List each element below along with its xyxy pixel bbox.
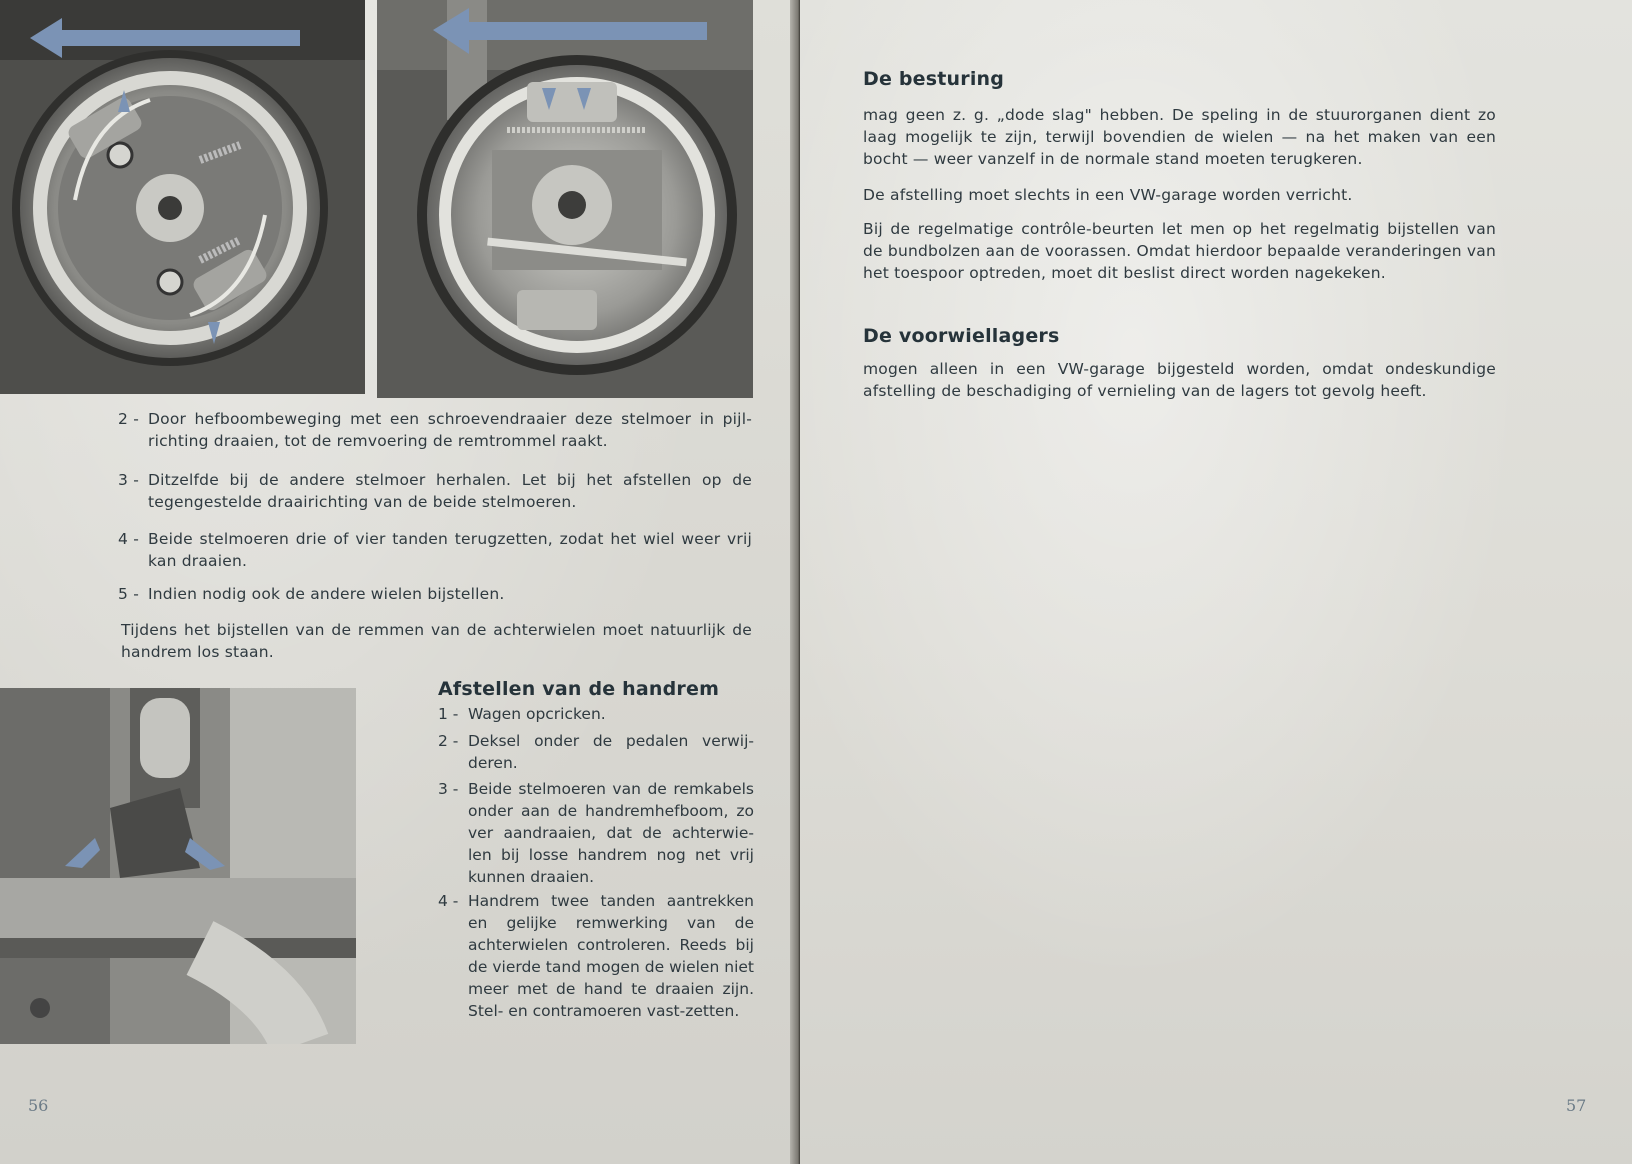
list-item (118, 408, 752, 452)
step-text: Wagen opcricken. (468, 705, 606, 723)
handbrake-photo (0, 688, 356, 1044)
list-item (118, 583, 752, 605)
step-number: 4 - (118, 530, 139, 548)
page-number: 56 (28, 1096, 49, 1115)
step-text: Deksel onder de pedalen verwij-deren. (468, 732, 754, 772)
step-number: 3 - (438, 780, 459, 798)
front-bearings-paragraph: mogen alleen in een VW-garage bijgesteld worden, omdat ondeskundige afstelling de beschadiging of vernieling van de lagers tot gevolg heeft. (863, 360, 1496, 400)
step-text: Beide stelmoeren van de remkabels onder aan de handremhefboom, zo ver aandraaien, dat de achterwie-len bij losse handrem nog net vrij kunnen draaien. (468, 780, 754, 886)
front-bearings-heading: De voorwiellagers (863, 325, 1060, 347)
steering-heading: De besturing (863, 68, 1005, 90)
list-item (438, 890, 754, 1022)
left-page (0, 0, 796, 1164)
step-text: Ditzelfde bij de andere stelmoer herhalen. Let bij het afstellen op de tegengestelde draairichting van de beide stelmoeren. (148, 471, 752, 511)
step-number: 1 - (438, 705, 459, 723)
step-text: Handrem twee tanden aantrekken en gelijke remwerking van de achterwielen controleren. Reeds bij de vierde tand mogen de wielen niet meer met de hand te draaien zijn. Stel- en contramoeren vast-zetten. (468, 892, 754, 1020)
step-number: 2 - (118, 410, 139, 428)
handbrake-note: Tijdens het bijstellen van de remmen van de achterwielen moet natuurlijk de handrem los staan. (121, 621, 752, 661)
steering-paragraph: De afstelling moet slechts in een VW-garage worden verricht. (863, 186, 1353, 204)
step-number: 3 - (118, 471, 139, 489)
steering-paragraph: mag geen z. g. „dode slag" hebben. De speling in de stuurorganen dient zo laag mogelijk te zijn, terwijl bovendien de wielen — na het maken van een bocht — weer vanzelf in de normale stand moeten terugkeren. (863, 106, 1496, 168)
step-number: 4 - (438, 892, 459, 910)
brake-drum-photo-right (377, 0, 753, 398)
step-number: 5 - (118, 585, 139, 603)
list-item (118, 469, 752, 513)
list-item (118, 528, 752, 572)
list-item (438, 778, 754, 888)
step-text: Door hefboombeweging met een schroevendraaier deze stelmoer in pijl-richting draaien, tot de remvoering de remtrommel raakt. (148, 410, 752, 450)
page-number: 57 (1566, 1096, 1587, 1115)
right-page (800, 0, 1632, 1164)
list-item (438, 703, 754, 725)
list-item (438, 730, 754, 774)
step-text: Indien nodig ook de andere wielen bijstellen. (148, 585, 505, 603)
step-number: 2 - (438, 732, 459, 750)
steering-paragraph: Bij de regelmatige contrôle-beurten let men op het regelmatig bijstellen van de bundbolzen aan de voorassen. Omdat hierdoor bepaalde veranderingen van het toespoor optreden, moet dit beslist direct worden nagekeken. (863, 220, 1496, 282)
step-text: Beide stelmoeren drie of vier tanden terugzetten, zodat het wiel weer vrij kan draaien. (148, 530, 752, 570)
brake-drum-photo-left (0, 0, 365, 394)
handbrake-heading: Afstellen van de handrem (438, 678, 720, 700)
